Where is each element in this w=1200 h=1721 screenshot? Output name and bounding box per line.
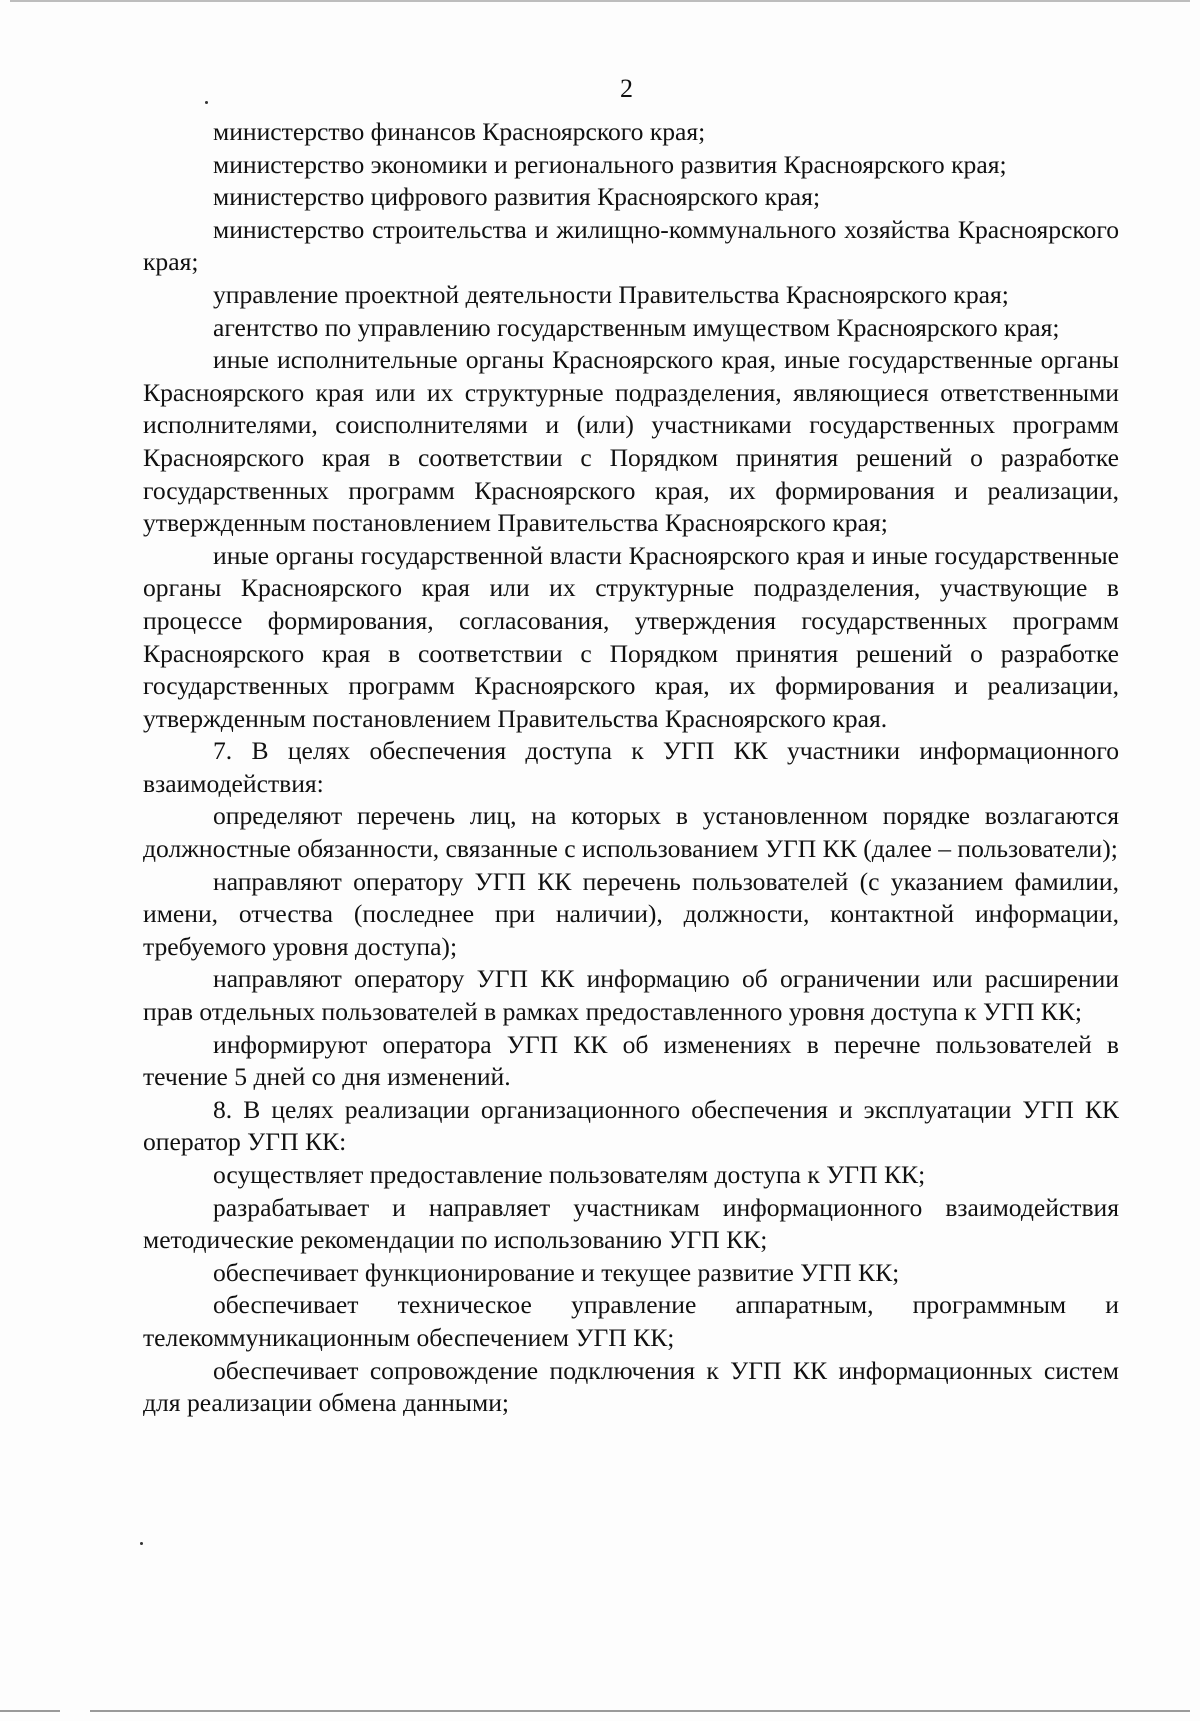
paragraph: агентство по управлению государственным имуществом Красноярского края; [213, 312, 1060, 342]
scan-bottom-edge [90, 1710, 1190, 1712]
paragraph: министерство строительства и жилищно-коммунального хозяйства Красноярского края; [143, 214, 1119, 277]
document-body [143, 116, 1119, 1420]
paragraph: информируют оператора УГП КК об изменениях в перечне пользователей в течение 5 дней со дня изменений. [143, 1029, 1119, 1092]
scan-top-edge [10, 0, 1190, 2]
paragraph: министерство экономики и регионального развития Красноярского края; [213, 149, 1007, 179]
paragraph: осуществляет предоставление пользователям доступа к УГП КК; [213, 1160, 926, 1189]
paragraph: обеспечивает техническое управление аппаратным, программным и телекоммуникационным обеспечением УГП КК; [143, 1290, 1119, 1352]
paragraph: направляют оператору УГП КК информацию об ограничении или расширении прав отдельных пользователей в рамках предоставленного уровня доступа к УГП КК; [143, 964, 1119, 1027]
paragraph: обеспечивает сопровождение подключения к УГП КК информационных систем для реализации обмена данными; [143, 1355, 1119, 1418]
paragraph: министерство финансов Красноярского края; [213, 117, 706, 146]
paragraph: управление проектной деятельности Правительства Красноярского края; [213, 279, 1009, 309]
paragraph: определяют перечень лиц, на которых в установленном порядке возлагаются должностные обязанности, связанные с использованием УГП КК (далее – пользователи); [143, 801, 1119, 864]
paragraph: министерство цифрового развития Красноярского края; [213, 182, 821, 212]
paragraph: обеспечивает функционирование и текущее развитие УГП КК; [213, 1257, 900, 1287]
paragraph: разрабатывает и направляет участникам информационного взаимодействия методические рекомендации по использованию УГП КК; [143, 1192, 1119, 1255]
scan-speck [140, 1542, 143, 1545]
page-number: 2 [620, 74, 633, 103]
paragraph: иные органы государственной власти Красноярского края и иные государственные органы Красноярского края или их структурные подразделения, участвующие в процессе формирования, согласования, утверждения государственных программ Красноярского края в соответствии с Порядком принятия решений о разработке государственных программ Красноярского края, их формирования и реализации, утвержденным постановлением Правительства Красноярского края. [143, 540, 1119, 733]
section-8-paragraph: 8. В целях реализации организационного обеспечения и эксплуатации УГП КК оператор УГП КК: [143, 1094, 1119, 1157]
scan-bottom-edge [0, 1710, 60, 1712]
paragraph: иные исполнительные органы Красноярского края, иные государственные органы Красноярского края или их структурные подразделения, являющиеся ответственными исполнителями, соисполнителями и (или) участниками государственных программ Красноярского края в соответствии с Порядком принятия решений о разработке государственных программ Красноярского края, их формирования и реализации, утвержденным постановлением Правительства Красноярского края; [143, 345, 1119, 538]
section-7-paragraph: 7. В целях обеспечения доступа к УГП КК участники информационного взаимодействия: [143, 736, 1119, 798]
paragraph: направляют оператору УГП КК перечень пользователей (с указанием фамилии, имени, отчества (последнее при наличии), должности, контактной информации, требуемого уровня доступа); [143, 866, 1119, 961]
